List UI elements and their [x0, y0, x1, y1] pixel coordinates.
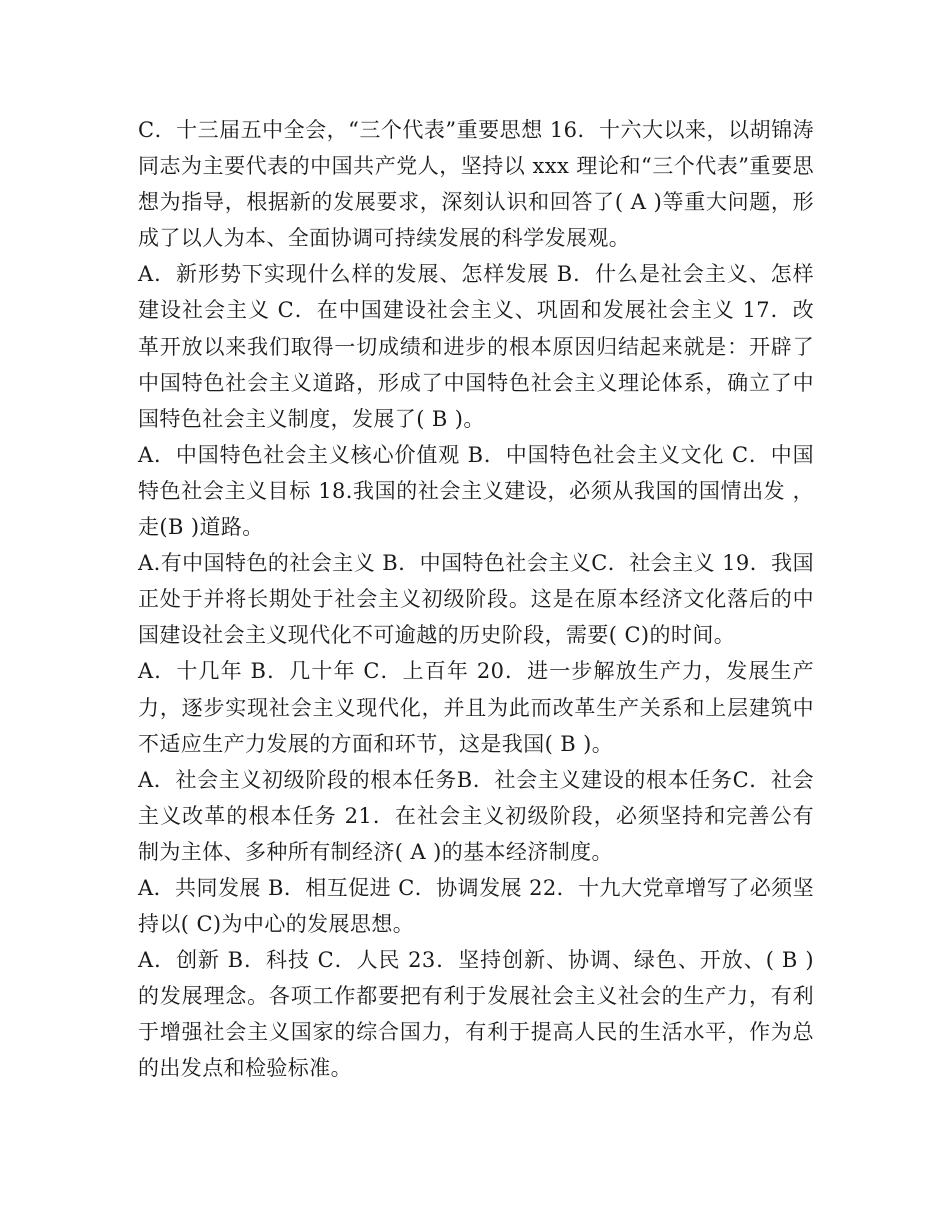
- paragraph-4: A.有中国特色的社会主义 B．中国特色社会主义C．社会主义 19．我国正处于并将长期处于社会主义初级阶段。这是在原本经济文化落后的中国建设社会主义现代化不可逾越的历史阶段，需要( C)的时间。: [138, 551, 814, 648]
- paragraph-1: C．十三届五中全会，“三个代表”重要思想 16．十六大以来，以胡锦涛同志为主要代表的中国共产党人，坚持以 xxx 理论和“三个代表”重要思想为指导，根据新的发展要求，深刻认识和回答了( A )等重大问题，形成了以人为本、全面协调可持续发展的科学发展观。: [138, 118, 814, 251]
- paragraph-8: A．创新 B．科技 C．人民 23．坚持创新、协调、绿色、开放、( B )的发展理念。各项工作都要把有利于发展社会主义社会的生产力，有利于增强社会主义国家的综合国力，有利于提高人民的生活水平，作为总的出发点和检验标准。: [138, 948, 814, 1081]
- paragraph-6: A．社会主义初级阶段的根本任务B．社会主义建设的根本任务C．社会主义改革的根本任务 21．在社会主义初级阶段，必须坚持和完善公有制为主体、多种所有制经济( A )的基本经济制度。: [138, 767, 814, 864]
- paragraph-5: A．十几年 B．几十年 C．上百年 20．进一步解放生产力，发展生产力，逐步实现社会主义现代化，并且为此而改革生产关系和上层建筑中不适应生产力发展的方面和环节，这是我国( B )。: [138, 659, 814, 756]
- document-body: [138, 112, 814, 1087]
- paragraph-7: A．共同发展 B．相互促进 C．协调发展 22．十九大党章增写了必须坚持以( C)为中心的发展思想。: [138, 875, 814, 937]
- paragraph-2: A．新形势下实现什么样的发展、怎样发展 B．什么是社会主义、怎样建设社会主义 C．在中国建设社会主义、巩固和发展社会主义 17．改革开放以来我们取得一切成绩和进步的根本原因归结起来就是：开辟了中国特色社会主义道路，形成了中国特色社会主义理论体系，确立了中国特色社会主义制度，发展了( B )。: [138, 262, 814, 431]
- paragraph-3: A．中国特色社会主义核心价值观 B．中国特色社会主义文化 C．中国特色社会主义目标 18.我国的社会主义建设，必须从我国的国情出发 ，走(B )道路。: [138, 442, 814, 540]
